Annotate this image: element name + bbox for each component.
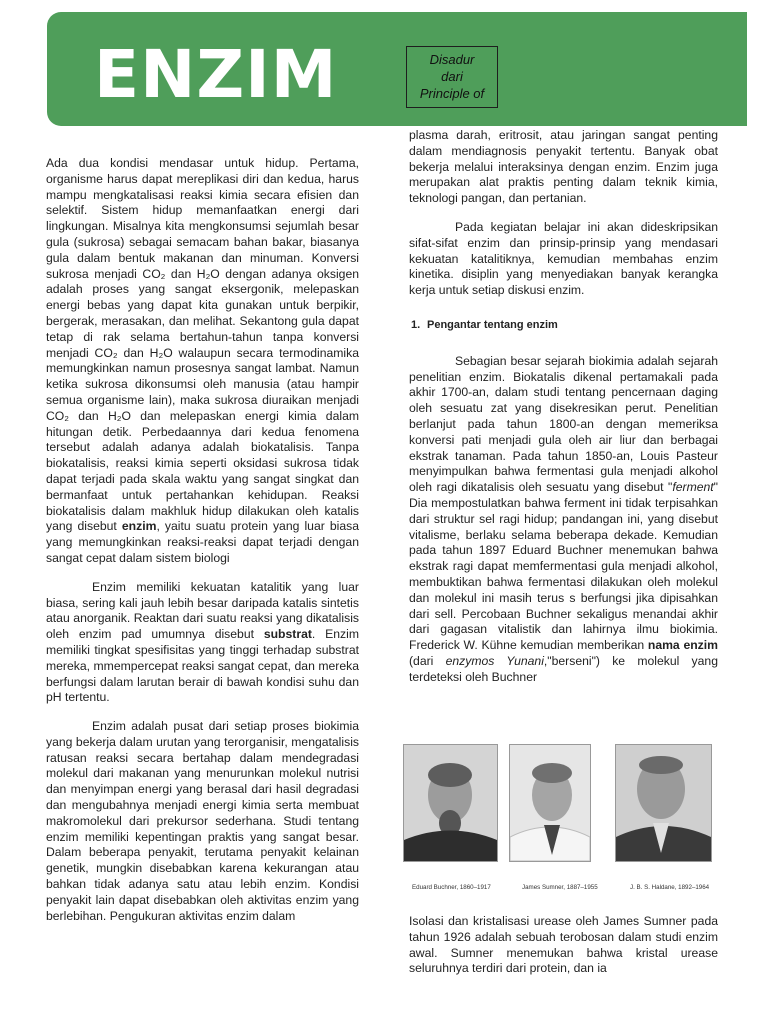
paragraph: Enzim adalah pusat dari setiap proses biokimia yang bekerja dalam urutan yang terorganisir, mengatalisis ratusan reaksi secara bertahap dalam mendegradasi molekul dari makanan yang menurunkan molekul nutrisi dan menyimpan energi yang berasal dari hasil degradasi dan mengubahnya menjadi energi kimia serta membuat makromolekul dari prekursor sederhana. Studi tentang enzim memiliki kepentingan praktis yang sangat besar. Dalam beberapa penyakit, terutama penyakit kelainan genetik, mungkin disebabkan karena kekurangan atau bahkan tidak adanya satu atau lebih enzim. Kondisi penyakit lain dapat disebabkan oleh aktivitas enzim yang berlebihan. Pengukuran aktivitas enzim dalam: [46, 719, 359, 923]
italic-term: ferment: [672, 480, 714, 495]
source-note-box: [406, 46, 498, 108]
source-line: dari: [441, 69, 463, 84]
text-run: Ada dua kondisi mendasar untuk hidup. Pertama, organisme harus dapat mereplikasi diri dan kedua, harus mampu mengkatalisasi reaksi kimia secara efisien dan selektif. Sistem hidup memanfaatkan energi dari lingkungan. Misalnya kita mengkonsumsi sejumlah besar gula (sukrosa) sebagai semacam bahan bakar, biasanya gula dalam bentuk makanan dan minuman. Konversi sukrosa menjadi CO₂ dan H₂O dengan adanya oksigen adalah proses yang sangat eksergonik, melepaskan energi bebas yang dapat kita gunakan untuk berpikir, bergerak, merasakan, dan melihat. Sekantong gula dapat tetap di rak selama bertahun-tahun tanpa konversi menjadi CO₂ dan H₂O walaupun secara termodinamika memungkinkan namun prosesnya sangat lambat. Namun ketika sukrosa dikonsumsi oleh manusia (atau hampir semua organisme lain), maka sukrosa diuraikan menjadi CO₂ dan H₂O dan melepaskan energi kimia dalam hitungan detik. Perbedaannya dari kedua fenomena tersebut adalah adanya adalah biokatalisis. Tanpa biokatalisis, reaksi kimia seperti oksidasi sukrosa tidak dapat terjadi pada skala waktu yang sangat singkat dan bermanfaat untuk pertahankan kehidupan. Reaksi biokatalisis dalam makhluk hidup dilakukan oleh katalis yang disebut: [46, 156, 359, 534]
heading-text: Pengantar tentang enzim: [427, 318, 558, 331]
right-column-bottom: [409, 914, 718, 977]
bold-term: enzim: [121, 519, 157, 534]
source-line: Principle of: [419, 86, 485, 101]
photo-caption: Eduard Buchner, 1860–1917: [412, 884, 491, 891]
paragraph: [46, 580, 359, 706]
bold-term: substrat: [263, 627, 312, 642]
section-heading: [409, 318, 718, 334]
paragraph: [46, 156, 359, 567]
left-column: [46, 156, 359, 924]
text-run: " Dia mempostulatkan bahwa ferment ini tidak terpisahkan dari struktur sel ragi hidup; pandangan ini, yang disebut vitalisme, berlaku selama beberapa dekade. Kemudian pada tahun 1897 Eduard Buchner menemukan bahwa ekstrak ragi dapat memfermentasi gula menjadi alkohol, membuktikan bahwa fermentasi dilakukan oleh molekul dan molekul ini masih terus s berfungsi jika dipisahkan dari sell. Percobaan Buchner sekaligus menandai akhir dari gagasan vitalistik dan lahirnya ilmu biokimia. Frederick W. Kühne kemudian memberikan: [409, 480, 718, 653]
right-column: [409, 128, 718, 686]
portrait-jbs-haldane: [615, 744, 712, 862]
text-run: . Enzim memiliki tingkat spesifisitas yang tinggi terhadap substrat mereka, mmempercepat reaksi sangat cepat, dan mereka berfungsi dalam larutan berair di bawah kondisi suhu dan pH tertentu.: [46, 627, 359, 705]
source-line: Disadur: [429, 52, 475, 67]
italic-term: enzymos Yunani: [445, 653, 544, 668]
text-run: (dari: [409, 653, 446, 668]
photo-caption: J. B. S. Haldane, 1892–1964: [630, 884, 710, 891]
page-title: ENZIM: [94, 36, 338, 113]
bold-term: nama enzim: [647, 638, 718, 653]
heading-number: 1.: [411, 318, 421, 331]
portrait-eduard-buchner: [403, 744, 498, 862]
portrait-james-sumner: [509, 744, 591, 862]
paragraph: [409, 354, 718, 686]
paragraph: Pada kegiatan belajar ini akan dideskripsikan sifat-sifat enzim dan prinsip-prinsip yang mendasari kekuatan katalitiknya, kemudian membahas enzim kinetika. disiplin yang menyediakan banyak kerangka kerja untuk setiap diskusi enzim.: [409, 219, 718, 298]
photo-caption: James Sumner, 1887–1955: [522, 884, 598, 891]
text-run: ,"berseni") ke molekul yang terdeteksi oleh Buchner: [409, 653, 718, 684]
text-run: Enzim memiliki kekuatan katalitik yang luar biasa, sering kali jauh lebih besar daripada katalis sintetis atau anorganik. Reaktan dari suatu reaksi yang dikatalisis oleh enzim pad umumnya disebut: [46, 579, 359, 642]
text-run: , yaitu suatu protein yang luar biasa yang memungkinkan reaksi-reaksi dapat terjadi dengan sangat cepat dalam sistem biologi: [46, 519, 359, 565]
text-run: Sebagian besar sejarah biokimia adalah sejarah penelitian enzim. Biokatalis dikenal pertamakali pada akhir 1700-an, dalam studi tentang pencernaan daging oleh sesuatu zat yang disekresikan perut. Penelitian berlanjut pada tahun 1800-an dengan memeriksa konversi pati menjadi gula oleh air liur dan berbagai ekstrak tanaman. Pada tahun 1850-an, Louis Pasteur menyimpulkan bahwa fermentasi gula menjadi alkohol oleh ragi dikatalisis oleh sesuatu yang disebut ": [409, 353, 718, 495]
paragraph: plasma darah, eritrosit, atau jaringan sangat penting dalam mendiagnosis penyakit tertentu. Banyak obat bekerja melalui interaksinya dengan enzim. Enzim juga merupakan alat praktis penting dalam teknik kimia, teknologi pangan, dan pertanian.: [409, 128, 718, 206]
paragraph: Isolasi dan kristalisasi urease oleh James Sumner pada tahun 1926 adalah sebuah terobosan dalam studi enzim awal. Sumner menemukan bahwa kristal urease seluruhnya terdiri dari protein, dan ia: [409, 914, 718, 976]
